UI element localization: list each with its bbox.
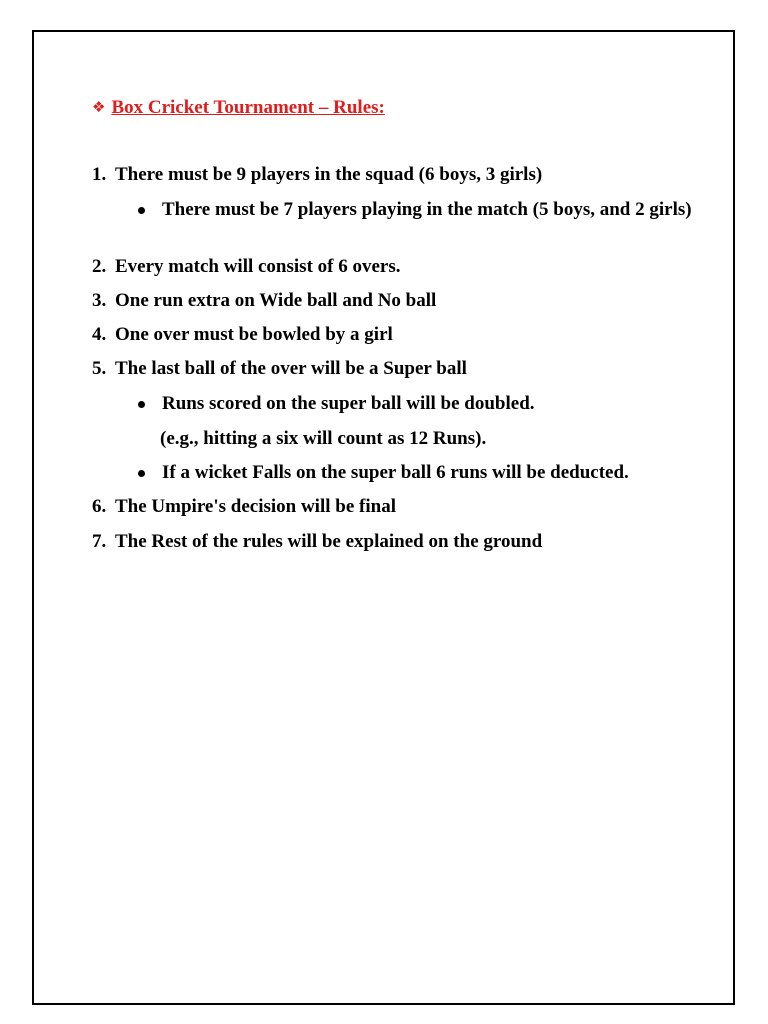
sub-point-note: (e.g., hitting a six will count as 12 Runs). (160, 428, 487, 449)
rule-text: The Rest of the rules will be explained on the ground (115, 531, 543, 552)
rule-number: 1. (92, 164, 107, 185)
bullet-icon (138, 401, 145, 408)
sub-point-text: There must be 7 players playing in the match (5 boys, and 2 girls) (162, 199, 692, 220)
rule-number: 3. (92, 290, 107, 311)
rule-text: The last ball of the over will be a Super ball (115, 358, 467, 379)
sub-point-text: Runs scored on the super ball will be doubled. (162, 393, 535, 414)
rule-number: 7. (92, 531, 107, 552)
bullet-icon (138, 207, 145, 214)
rule-number: 5. (92, 358, 107, 379)
rule-number: 2. (92, 256, 107, 277)
document-heading (92, 95, 385, 120)
rule-number: 4. (92, 324, 107, 345)
bullet-icon (138, 470, 145, 477)
rule-text: One run extra on Wide ball and No ball (115, 290, 437, 311)
rule-text: One over must be bowled by a girl (115, 324, 393, 345)
rule-text: There must be 9 players in the squad (6 boys, 3 girls) (115, 164, 543, 185)
rule-text: The Umpire's decision will be final (115, 496, 396, 517)
diamond-bullet-icon: ❖ (92, 98, 106, 116)
rule-text: Every match will consist of 6 overs. (115, 256, 401, 277)
heading-title: Box Cricket Tournament – Rules: (111, 97, 385, 118)
sub-point-text: If a wicket Falls on the super ball 6 runs will be deducted. (162, 462, 629, 483)
rule-number: 6. (92, 496, 107, 517)
